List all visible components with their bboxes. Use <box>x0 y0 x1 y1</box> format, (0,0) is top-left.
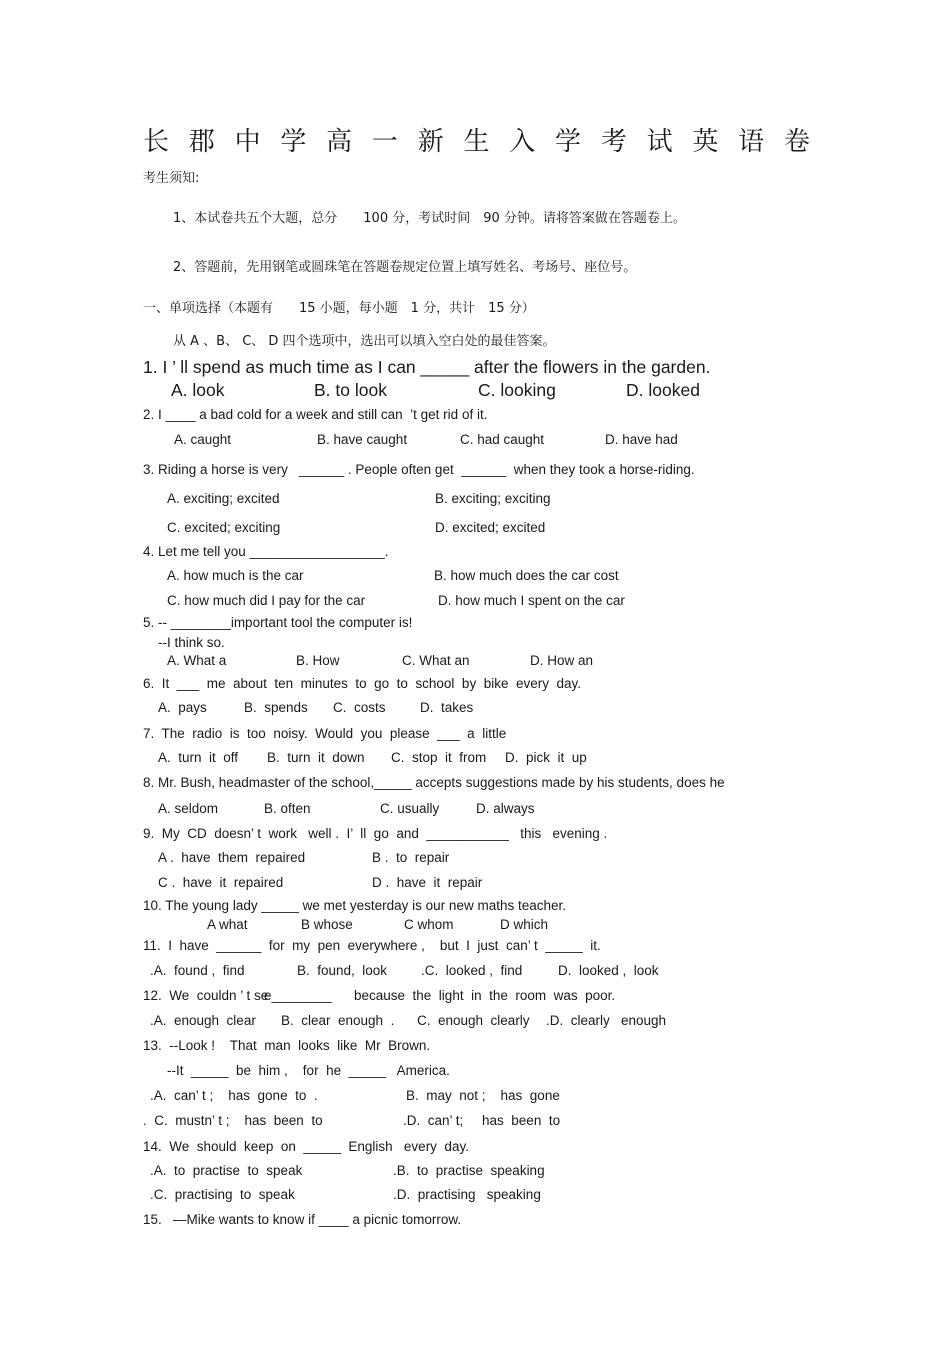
title-char: 学 <box>555 127 582 157</box>
question-option: D. looked <box>626 380 700 400</box>
notice-heading: 考生须知: <box>143 171 200 186</box>
question-option: C. What an <box>402 653 470 668</box>
question-option: D. have had <box>605 432 678 447</box>
question-option: B. may not ; has gone <box>406 1088 560 1103</box>
notice-item-1: 1、本试卷共五个大题，总分 100 分，考试时间 90 分钟。请将答案做在答题卷上。 <box>173 211 686 226</box>
question-option: B. have caught <box>317 432 408 447</box>
question-option: .A. to practise to speak <box>150 1163 303 1178</box>
question-stem-rest: because the light in the room was poor. <box>354 988 616 1003</box>
question-option: D. takes <box>420 700 474 715</box>
title-char: 语 <box>738 127 765 157</box>
question-option: .A. can’ t ; has gone to . <box>150 1088 318 1103</box>
question-option: C . have it repaired <box>158 875 284 890</box>
question-option: A . have them repaired <box>158 850 306 865</box>
question-option: A. exciting; excited <box>167 491 280 506</box>
question-option: .A. found , find <box>150 963 245 978</box>
question-stem: 15. —Mike wants to know if ____ a picnic tomorrow. <box>143 1212 462 1227</box>
question-option: D. excited; excited <box>435 520 546 535</box>
question-option: D. pick it up <box>505 750 587 765</box>
question-option: B . to repair <box>372 850 450 865</box>
question-option: B. turn it down <box>267 750 365 765</box>
exam-title <box>143 124 810 160</box>
question-option: A. caught <box>174 432 232 447</box>
section-heading: 一、单项选择（本题有 15 小题，每小题 1 分，共计 15 分） <box>143 301 535 316</box>
question-option: .C. looked , find <box>421 963 523 978</box>
question-option: D. always <box>476 801 535 816</box>
question-option: D. looked , look <box>558 963 659 978</box>
title-char: 试 <box>646 127 673 157</box>
question-option: .C. practising to speak <box>150 1187 295 1202</box>
question-option: C. costs <box>333 700 386 715</box>
title-char: 新 <box>417 127 444 157</box>
title-char: 高 <box>326 127 353 157</box>
question-option: C. enough clearly <box>417 1013 530 1028</box>
question-option: B whose <box>301 917 353 932</box>
title-char: 考 <box>600 127 627 157</box>
question-stem: 8. Mr. Bush, headmaster of the school,_____ accepts suggestions made by his students, does he <box>143 775 725 790</box>
question-stem: 1. I ’ ll spend as much time as I can _____ after the flowers in the garden. <box>143 357 711 377</box>
question-option: C. how much did I pay for the car <box>167 593 366 608</box>
question-option: C. had caught <box>460 432 545 447</box>
question-option: A what <box>207 917 248 932</box>
question-reply: --I think so. <box>158 635 225 650</box>
title-char: 英 <box>692 127 719 157</box>
question-option: C. excited; exciting <box>167 520 281 535</box>
question-option: B. clear enough . <box>281 1013 395 1028</box>
question-stem: 4. Let me tell you __________________. <box>143 544 389 559</box>
question-option: A. look <box>171 380 225 400</box>
question-stem: 14. We should keep on _____ English every day. <box>143 1139 469 1154</box>
question-stem: 13. --Look ! That man looks like Mr Brown. <box>143 1038 431 1053</box>
question-option: .B. to practise speaking <box>393 1163 545 1178</box>
question-stem-blank: e________ <box>264 988 332 1003</box>
question-stem: 9. My CD doesn’ t work well . I’ ll go and ___________ this evening . <box>143 826 608 841</box>
question-option: A. pays <box>158 700 207 715</box>
title-char: 一 <box>371 127 398 157</box>
question-stem: 2. I ____ a bad cold for a week and still can ’t get rid of it. <box>143 407 488 422</box>
title-char: 入 <box>509 127 536 157</box>
question-option: D. how much I spent on the car <box>438 593 625 608</box>
question-stem: 7. The radio is too noisy. Would you please ___ a little <box>143 726 507 741</box>
title-char: 郡 <box>188 127 215 157</box>
question-option: C. usually <box>380 801 440 816</box>
question-option: .D. practising speaking <box>393 1187 541 1202</box>
question-option: A. What a <box>167 653 227 668</box>
question-option: B. How <box>296 653 340 668</box>
title-char: 学 <box>280 127 307 157</box>
question-option: A. turn it off <box>158 750 239 765</box>
section-instruction: 从 A 、B、 C、 D 四个选项中，选出可以填入空白处的最佳答案。 <box>173 334 556 349</box>
question-option: D . have it repair <box>372 875 483 890</box>
title-char: 卷 <box>783 127 810 157</box>
question-option: .D. clearly enough <box>546 1013 667 1028</box>
question-option: B. often <box>264 801 311 816</box>
question-option: C. stop it from <box>391 750 487 765</box>
question-stem: 6. It ___ me about ten minutes to go to school by bike every day. <box>143 676 581 691</box>
question-option: B. how much does the car cost <box>434 568 619 583</box>
question-option: A. seldom <box>158 801 219 816</box>
question-option: .D. can’ t; has been to <box>403 1113 561 1128</box>
question-stem: 3. Riding a horse is very ______ . People often get ______ when they took a horse-riding. <box>143 462 695 477</box>
question-option: D. How an <box>530 653 594 668</box>
question-reply: --It _____ be him , for he _____ America. <box>167 1063 450 1078</box>
question-option: C. looking <box>478 380 556 400</box>
question-stem: 10. The young lady _____ we met yesterday is our new maths teacher. <box>143 898 566 913</box>
question-option: B. exciting; exciting <box>435 491 551 506</box>
question-option: B. spends <box>244 700 308 715</box>
title-char: 长 <box>143 127 170 157</box>
question-option: B. found, look <box>297 963 388 978</box>
question-option: C whom <box>404 917 454 932</box>
notice-item-2: 2、答题前，先用钢笔或圆珠笔在答题卷规定位置上填写姓名、考场号、座位号。 <box>173 260 637 275</box>
question-option: .A. enough clear <box>150 1013 256 1028</box>
question-option: B. to look <box>314 380 387 400</box>
question-option: D which <box>500 917 549 932</box>
question-stem: 12. We couldn ’ t se <box>143 988 269 1003</box>
question-option: . C. mustn’ t ; has been to <box>143 1113 323 1128</box>
title-char: 生 <box>463 127 490 157</box>
question-stem: 11. I have ______ for my pen everywhere , but I just can’ t _____ it. <box>143 938 601 953</box>
question-stem: 5. -- ________important tool the computer is! <box>143 615 413 630</box>
question-option: A. how much is the car <box>167 568 304 583</box>
title-char: 中 <box>234 127 261 157</box>
